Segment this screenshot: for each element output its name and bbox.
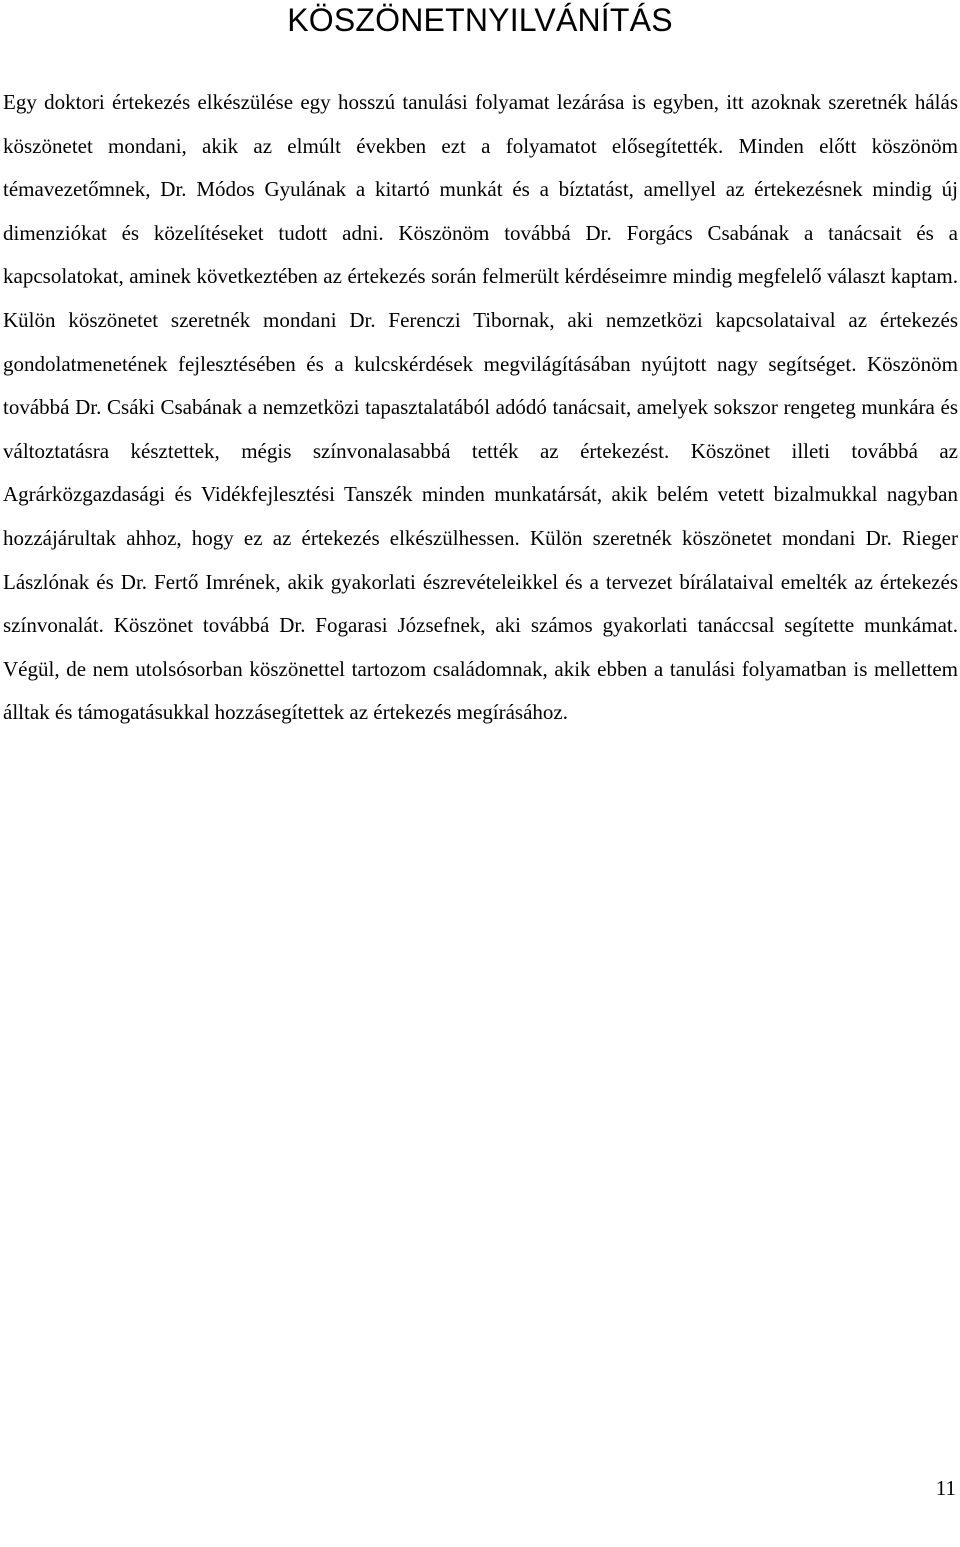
page-number: 11 bbox=[935, 1476, 956, 1500]
acknowledgement-paragraph: Egy doktori értekezés elkészülése egy hosszú tanulási folyamat lezárása is egyben, itt azoknak szeretnék hálás köszönetet mondani, akik az elmúlt években ezt a folyamatot elősegítették. Minden előtt köszönöm témavezetőmnek, Dr. Módos Gyulának a kitartó munkát és a bíztatást, amellyel az értekezésnek mindig új dimenziókat és közelítéseket tudott adni. Köszönöm továbbá Dr. Forgács Csabának a tanácsait és a kapcsolatokat, aminek következtében az értekezés során felmerült kérdéseimre mindig megfelelő választ kaptam. Külön köszönetet szeretnék mondani Dr. Ferenczi Tibornak, aki nemzetközi kapcsolataival az értekezés gondolatmenetének fejlesztésében és a kulcskérdések megvilágításában nyújtott nagy segítséget. Köszönöm továbbá Dr. Csáki Csabának a nemzetközi tapasztalatából adódó tanácsait, amelyek sokszor rengeteg munkára és változtatásra késztettek, mégis színvonalasabbá tették az értekezést. Köszönet illeti továbbá az Agrárközgazdasági és Vidékfejlesztési Tanszék minden munkatársát, akik belém vetett bizalmukkal nagyban hozzájárultak ahhoz, hogy ez az értekezés elkészülhessen. Külön szeretnék köszönetet mondani Dr. Rieger Lászlónak és Dr. Fertő Imrének, akik gyakorlati észrevételeikkel és a tervezet bírálataival emelték az értekezés színvonalát. Köszönet továbbá Dr. Fogarasi Józsefnek, aki számos gyakorlati tanáccsal segítette munkámat. Végül, de nem utolsósorban köszönettel tartozom családomnak, akik ebben a tanulási folyamatban is mellettem álltak és támogatásukkal hozzásegítettek az értekezés megírásához. bbox=[3, 90, 958, 725]
page-title: KÖSZÖNETNYILVÁNÍTÁS bbox=[287, 2, 673, 38]
